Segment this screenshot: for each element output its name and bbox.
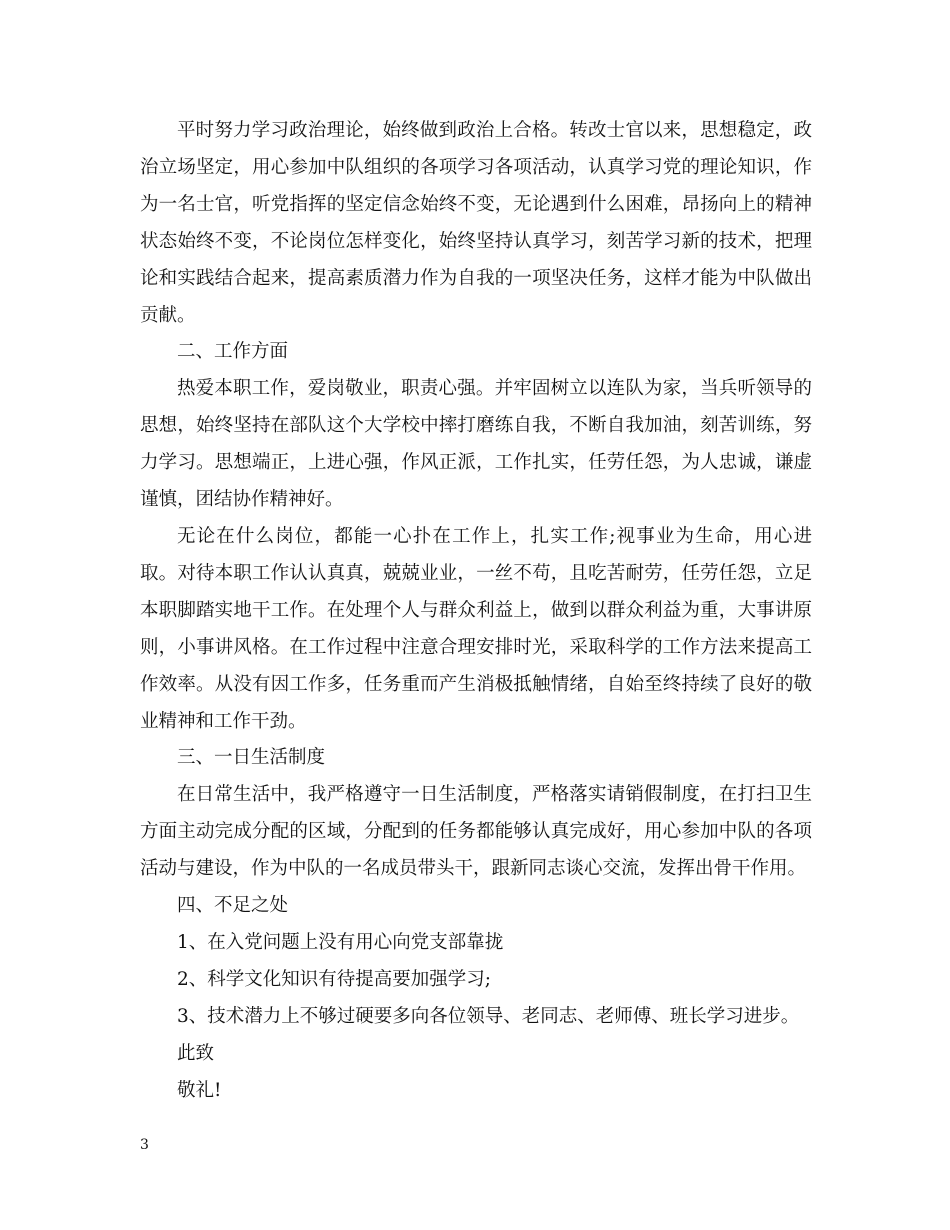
paragraph-politics: 平时努力学习政治理论，始终做到政治上合格。转改士官以来，思想稳定，政治立场坚定，用心参加中队组织的各项学习各项活动，认真学习党的理论知识，作为一名士官，听党指挥的坚定信念始终不变，无论遇到什么困难，昂扬向上的精神状态始终不变，不论岗位怎样变化，始终坚持认真学习，刻苦学习新的技术，把理论和实践结合起来，提高素质潜力作为自我的一项坚决任务，这样才能为中队做出贡献。 <box>140 120 812 326</box>
section-heading-daily-life: 三、一日生活制度 <box>177 747 326 769</box>
section-heading-shortcomings: 四、不足之处 <box>177 895 289 917</box>
shortcoming-item-2: 2、科学文化知识有待提高要加强学习; <box>177 968 492 990</box>
paragraph-work-2: 无论在什么岗位，都能一心扑在工作上，扎实工作;视事业为生命，用心进取。对待本职工作认认真真，兢兢业业，一丝不苟，且吃苦耐劳，任劳任怨，立足本职脚踏实地干工作。在处理个人与群众利益上，做到以群众利益为重，大事讲原则，小事讲风格。在工作过程中注意合理安排时光，采取科学的工作方法来提高工作效率。从没有因工作多，任务重而产生消极抵触情绪，自始至终持续了良好的敬业精神和工作干劲。 <box>140 525 812 732</box>
document-body <box>140 113 812 1109</box>
paragraph-daily-life: 在日常生活中，我严格遵守一日生活制度，严格落实请销假制度，在打扫卫生方面主动完成分配的区域，分配到的任务都能够认真完成好，用心参加中队的各项活动与建设，作为中队的一名成员带头干，跟新同志谈心交流，发挥出骨干作用。 <box>140 784 812 880</box>
closing-salutation: 此致 <box>177 1042 215 1064</box>
closing-regards: 敬礼! <box>177 1079 222 1101</box>
page-number: 3 <box>140 1137 149 1153</box>
shortcoming-item-1: 1、在入党问题上没有用心向党支部靠拢 <box>177 931 504 953</box>
shortcoming-item-3: 3、技术潜力上不够过硬要多向各位领导、老同志、老师傅、班长学习进步。 <box>177 1005 800 1027</box>
section-heading-work: 二、工作方面 <box>177 341 289 363</box>
paragraph-work-1: 热爱本职工作，爱岗敬业，职责心强。并牢固树立以连队为家，当兵听领导的思想，始终坚持在部队这个大学校中摔打磨练自我，不断自我加油，刻苦训练，努力学习。思想端正，上进心强，作风正派，工作扎实，任劳任怨，为人忠诚，谦虚谨慎，团结协作精神好。 <box>140 378 812 511</box>
